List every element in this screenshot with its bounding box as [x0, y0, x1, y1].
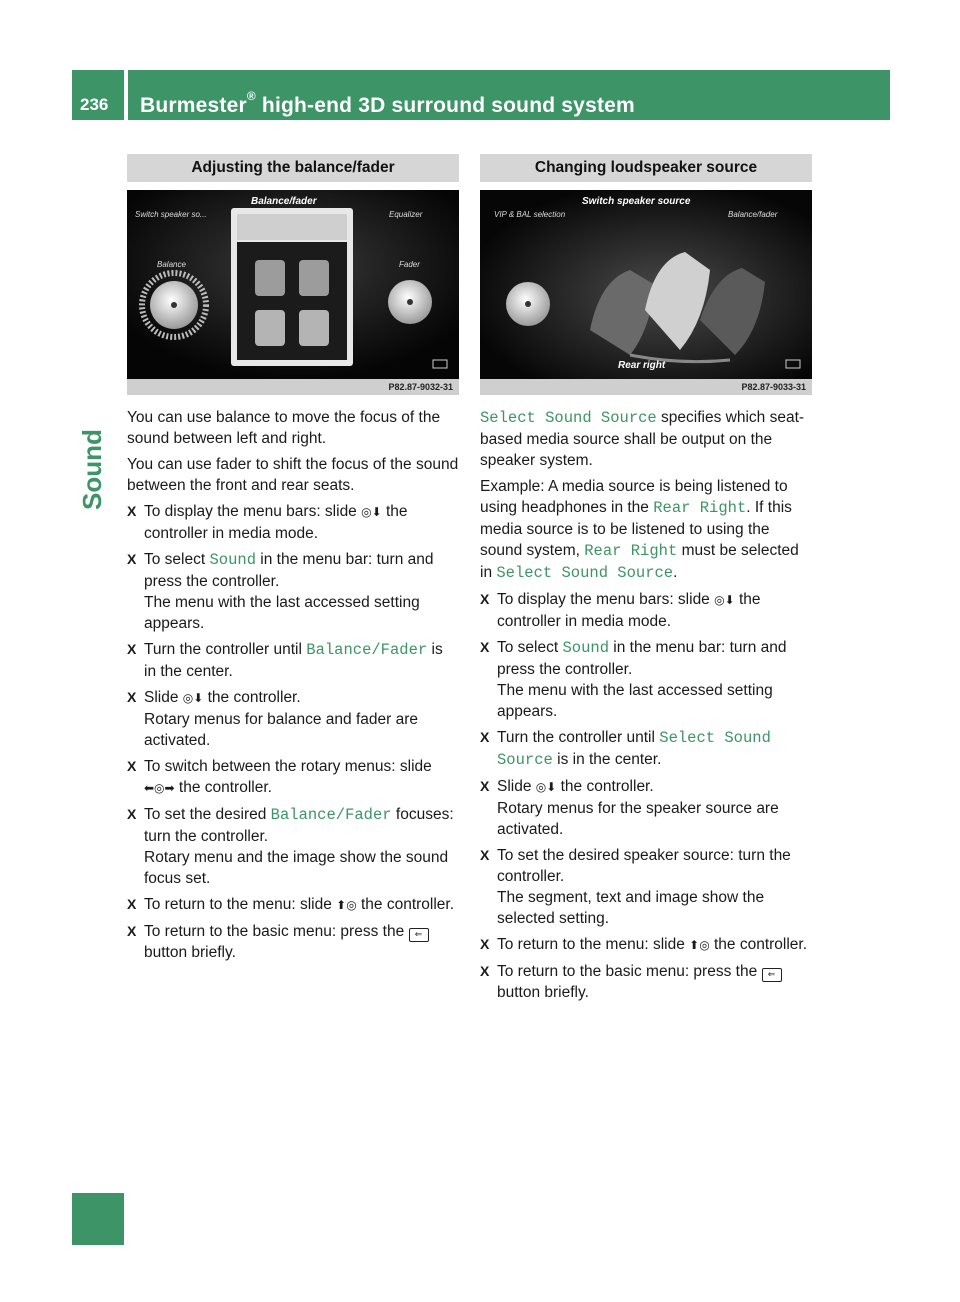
screen-title-speaker-source: Switch speaker source — [582, 196, 691, 207]
step-result: Rotary menu and the image show the sound focus set. — [144, 849, 449, 887]
instruction-step: X To set the desired Balance/Fader focuses: turn the controller. Rotary menu and the image show the sound focus set. — [127, 806, 454, 887]
step-marker-icon: X — [127, 923, 137, 939]
figure-code: P82.87-9033-31 — [480, 379, 812, 395]
instruction-step: X Slide ◎⬇ the controller. Rotary menus for the speaker source are activated. — [480, 778, 779, 838]
step-marker-icon: X — [127, 896, 137, 912]
display-text-sound: Sound — [209, 551, 256, 569]
section-tab-label: Sound — [77, 429, 107, 510]
left-body-text — [127, 407, 459, 963]
intro-paragraph: You can use fader to shift the focus of the sound between the front and rear seats. — [127, 456, 459, 494]
screen-menu-left: VIP & BAL selection — [494, 210, 566, 219]
title-main: Burmester — [140, 94, 247, 117]
balance-fader-screenshot — [127, 190, 459, 395]
title-registered-mark: ® — [246, 89, 256, 103]
speaker-source-screenshot — [480, 190, 812, 395]
step-marker-icon: X — [127, 758, 137, 774]
controller-slide-icon: ◎⬇ — [714, 593, 735, 607]
step-result: Rotary menus for the speaker source are activated. — [497, 800, 779, 838]
screen-title-balance-fader: Balance/fader — [251, 196, 317, 207]
step-marker-icon: X — [480, 847, 490, 863]
display-text-select-sound-source: Select Sound Source — [496, 564, 674, 582]
intro-paragraph: You can use balance to move the focus of the sound between left and right. — [127, 409, 441, 447]
back-button-icon: ⇐ — [762, 968, 782, 982]
step-result: The menu with the last accessed setting appears. — [144, 594, 420, 632]
section-heading-balance-fader: Adjusting the balance/fader — [127, 154, 459, 182]
display-text-rear-right: Rear Right — [584, 542, 678, 560]
instruction-step: X To return to the basic menu: press the ⇐ button briefly. — [127, 921, 459, 963]
header-divider — [124, 70, 128, 120]
instruction-step: X To select Sound in the menu bar: turn and press the controller. The menu with the last accessed setting appears. — [127, 551, 434, 632]
instruction-step: X To return to the menu: slide ⬆◎ the controller. — [127, 896, 455, 913]
instruction-step: X To return to the basic menu: press the ⇐ button briefly. — [480, 961, 812, 1003]
controller-slide-icon: ◎⬇ — [182, 691, 204, 705]
left-column — [127, 154, 459, 968]
controller-slide-icon: ◎⬇ — [361, 505, 382, 519]
intro-paragraph: Select Sound Source specifies which seat-based media source shall be output on the speaker system. — [480, 409, 805, 469]
instruction-step: X To set the desired speaker source: turn the controller. The segment, text and image show the selected setting. — [480, 847, 791, 927]
right-body-text — [480, 407, 812, 1003]
instruction-step: X Slide ◎⬇ the controller. Rotary menus for balance and fader are activated. — [127, 689, 418, 749]
instruction-step: X To display the menu bars: slide ◎⬇ the controller in media mode. — [127, 503, 408, 542]
screen-menu-left: Switch speaker so... — [135, 210, 207, 219]
step-marker-icon: X — [480, 936, 490, 952]
step-marker-icon: X — [480, 639, 490, 655]
step-marker-icon: X — [127, 551, 137, 567]
instruction-step: X To switch between the rotary menus: slide ⬅◎➡ the controller. — [127, 758, 432, 796]
display-text-rear-right: Rear Right — [653, 499, 747, 517]
step-marker-icon: X — [480, 729, 490, 745]
step-result: The segment, text and image show the selected setting. — [497, 889, 765, 927]
figure-code: P82.87-9032-31 — [127, 379, 459, 395]
display-text-sound: Sound — [562, 639, 609, 657]
back-button-icon: ⇐ — [409, 928, 429, 942]
step-marker-icon: X — [127, 806, 137, 822]
step-marker-icon: X — [127, 641, 137, 657]
display-text-balance-fader: Balance/Fader — [270, 806, 392, 824]
controller-slide-up-icon: ⬆◎ — [689, 938, 710, 952]
controller-slide-icon: ◎⬇ — [535, 780, 557, 794]
step-marker-icon: X — [127, 689, 137, 705]
instruction-step: X To return to the menu: slide ⬆◎ the controller. — [480, 936, 808, 953]
display-text-select-sound-source: Select Sound Source — [497, 729, 771, 769]
screen-menu-right: Balance/fader — [728, 210, 778, 219]
step-marker-icon: X — [480, 963, 490, 979]
section-heading-speaker-source: Changing loudspeaker source — [480, 154, 812, 182]
step-marker-icon: X — [480, 778, 490, 794]
step-result: Rotary menus for balance and fader are activated. — [144, 711, 418, 749]
screen-label-rear-right: Rear right — [618, 360, 666, 371]
display-text-select-sound-source: Select Sound Source — [480, 409, 657, 427]
step-marker-icon: X — [480, 591, 490, 607]
controller-slide-up-icon: ⬆◎ — [336, 898, 357, 912]
display-text-balance-fader: Balance/Fader — [306, 641, 428, 659]
step-marker-icon: X — [127, 503, 137, 519]
screen-menu-right: Equalizer — [389, 210, 423, 219]
step-result: The menu with the last accessed setting appears. — [497, 682, 773, 720]
intro-paragraph: Example: A media source is being listened to using headphones in the Rear Right. If this media source is to be listened to using the sound system, Rear Right must be selected in Select Sound Source. — [480, 478, 799, 582]
instruction-step: X Turn the controller until Balance/Fader is in the center. — [127, 641, 443, 680]
section-tab-marker — [72, 1193, 124, 1245]
screen-label-fader: Fader — [399, 260, 420, 269]
controller-slide-left-right-icon: ⬅◎➡ — [144, 781, 175, 795]
screen-label-balance: Balance — [157, 260, 186, 269]
page-title — [140, 70, 635, 120]
page-number: 236 — [80, 95, 109, 114]
instruction-step: X To select Sound in the menu bar: turn and press the controller. The menu with the last accessed setting appears. — [480, 639, 787, 720]
instruction-step: X To display the menu bars: slide ◎⬇ the controller in media mode. — [480, 591, 761, 630]
right-column — [480, 154, 812, 1008]
instruction-step: X Turn the controller until Select Sound Source is in the center. — [480, 729, 771, 769]
title-rest: high-end 3D surround sound system — [255, 94, 635, 117]
